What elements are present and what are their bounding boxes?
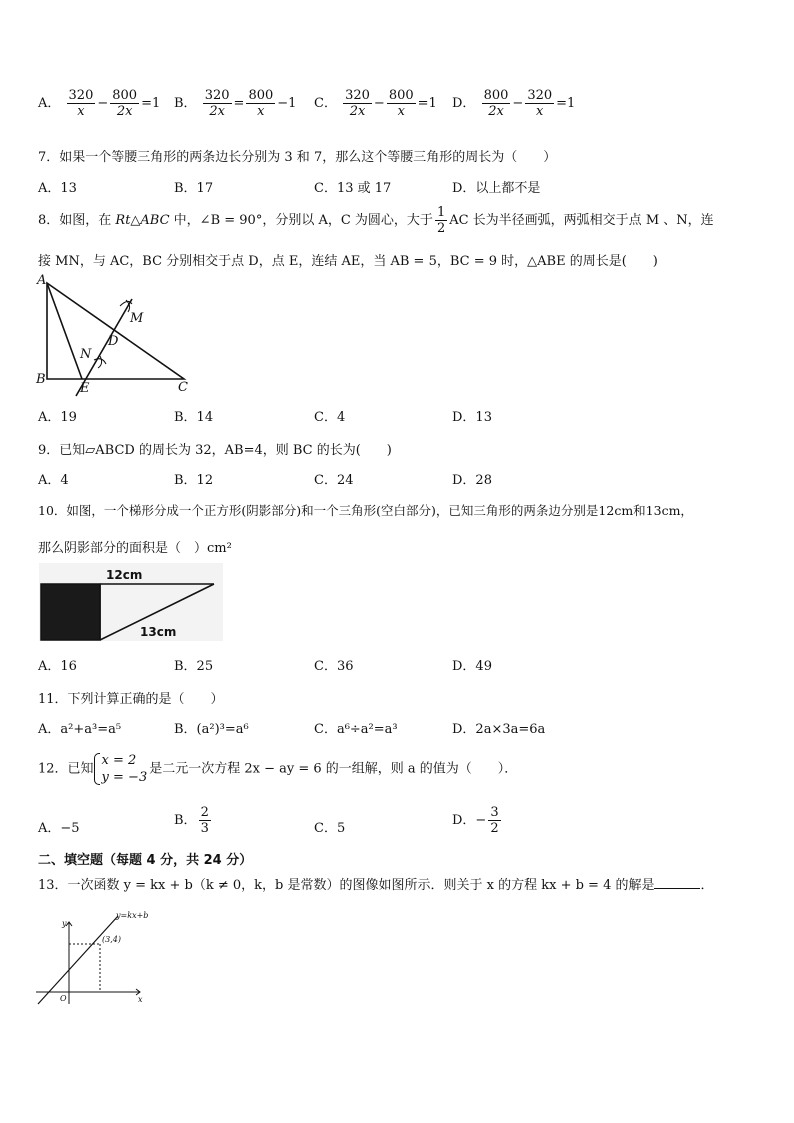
q11-stem: 11．下列计算正确的是（ ）	[38, 692, 224, 707]
q10-option-c: C．36	[314, 659, 354, 674]
q7-option-b: B．17	[174, 181, 214, 196]
q6-option-c: C． $\frac{320}{2x}$ − $\frac{800}{x}$ =1	[314, 88, 437, 119]
label-y: y	[62, 919, 67, 928]
label-point: (3,4)	[102, 935, 121, 944]
q9-option-c: C．24	[314, 473, 354, 488]
q10-stem-line2: 那么阴影部分的面积是（ ）cm²	[38, 541, 232, 556]
q9-option-d: D．28	[452, 473, 492, 488]
q6-option-d: D． $\frac{800}{2x}$ − $\frac{320}{x}$ =1	[452, 88, 576, 119]
q10-trapezoid-figure	[36, 562, 226, 644]
q8-option-c: C．4	[314, 410, 346, 425]
answer-blank	[654, 876, 700, 889]
q8-stem-line2: 接 MN，与 AC，BC 分别相交于点 D，点 E，连结 AE，当 AB = 5，BC = 9 时，△ABE 的周长是( )	[38, 254, 658, 269]
q7-option-a: A．13	[38, 181, 77, 196]
q8-triangle-figure	[34, 272, 204, 397]
segment-ae	[47, 283, 82, 379]
triangle-abc	[47, 283, 184, 379]
label-n: N	[80, 347, 92, 362]
function-line	[38, 916, 118, 1004]
label-c: C	[178, 380, 188, 395]
q7-option-d: D．以上都不是	[452, 181, 541, 196]
shaded-square	[41, 584, 100, 640]
q12-option-b: B． $\frac{2}{3}$	[174, 805, 209, 836]
q7-option-c: C．13 或 17	[314, 181, 392, 196]
q10-option-d: D．49	[452, 659, 492, 674]
q12-option-d: D．− $\frac{3}{2}$	[452, 805, 499, 836]
equation-system: x = 2 y = −3	[94, 752, 148, 786]
label-origin: O	[60, 994, 67, 1003]
label-x: x	[138, 995, 143, 1004]
label-m: M	[130, 311, 144, 326]
label-12cm: 12cm	[106, 568, 143, 582]
label-a: A	[37, 273, 47, 288]
q11-option-c: C．a⁶÷a²=a³	[314, 722, 398, 737]
q11-option-d: D．2a×3a=6a	[452, 722, 546, 737]
q10-option-b: B．25	[174, 659, 214, 674]
q10-option-a: A．16	[38, 659, 77, 674]
label-b: B	[36, 372, 46, 387]
label-13cm: 13cm	[140, 625, 177, 639]
q9-option-a: A．4	[38, 473, 69, 488]
q7-stem: 7．如果一个等腰三角形的两条边长分别为 3 和 7，那么这个等腰三角形的周长为（ ）	[38, 150, 557, 165]
q8-option-a: A．19	[38, 410, 77, 425]
q11-option-a: A．a²+a³=a⁵	[38, 722, 122, 737]
q12-option-a: A．−5	[38, 821, 80, 836]
q12-option-c: C．5	[314, 821, 346, 836]
q8-stem-line1: 8．如图，在 Rt△ABC 中，∠B = 90°，分别以 A，C 为圆心，大于 $\frac{1}{2}$ AC 长为半径画弧，两弧相交于点 M 、N，连	[38, 205, 714, 236]
section-fill-in-title: 二、填空题（每题 4 分，共 24 分）	[38, 853, 253, 868]
q8-option-d: D．13	[452, 410, 492, 425]
q10-stem-line1: 10．如图，一个梯形分成一个正方形(阴影部分)和一个三角形(空白部分)，已知三角形的两条边分别是12cm和13cm，	[38, 503, 693, 518]
q9-stem: 9．已知▱ABCD 的周长为 32，AB=4，则 BC 的长为( )	[38, 443, 392, 458]
q6-option-a: A． $\frac{320}{x}$ − $\frac{800}{2x}$ =1	[38, 88, 161, 119]
label-function: y=kx+b	[116, 911, 149, 920]
q12-stem: 12．已知 x = 2 y = −3 是二元一次方程 2x − ay = 6 的一组解，则 a 的值为（ ）．	[38, 753, 518, 785]
q11-option-b: B．(a²)³=a⁶	[174, 722, 249, 737]
label-d: D	[108, 334, 119, 349]
q13-linear-function-graph	[30, 906, 160, 1006]
q9-option-b: B．12	[174, 473, 214, 488]
q6-option-b: B． $\frac{320}{2x}$ = $\frac{800}{x}$ −1	[174, 88, 297, 119]
q8-option-b: B．14	[174, 410, 214, 425]
q13-stem: 13．一次函数 y = kx + b（k ≠ 0，k，b 是常数）的图像如图所示．则关于 x 的方程 kx + b = 4 的解是 ．	[38, 878, 714, 893]
label-e: E	[80, 381, 90, 396]
